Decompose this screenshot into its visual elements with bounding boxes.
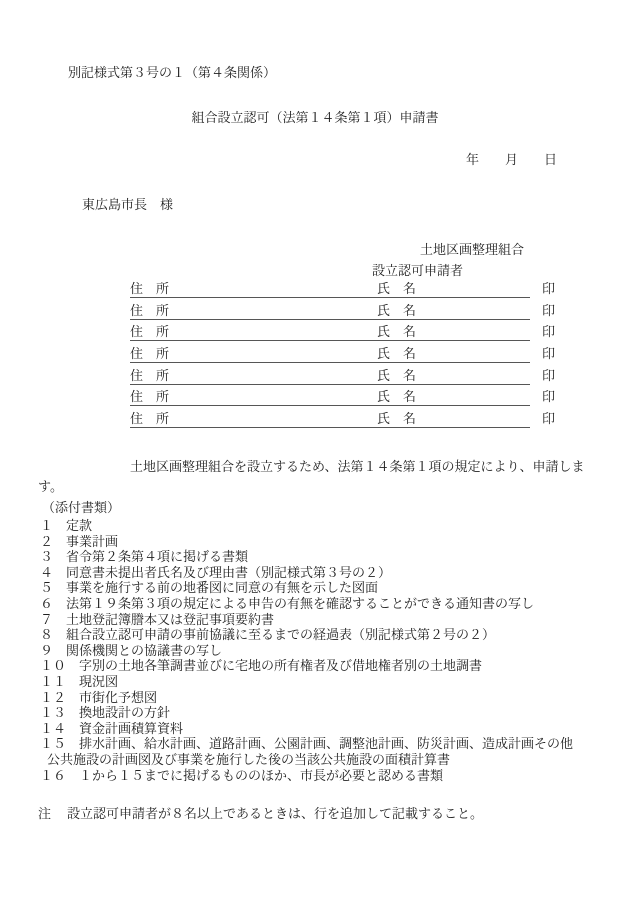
item-text-continuation: 公共施設の計画図及び事業を施行した後の当該公共施設の面積計算書 bbox=[47, 752, 451, 768]
name-label: 氏 名 bbox=[377, 390, 417, 405]
address-label: 住 所 bbox=[130, 369, 170, 384]
date-line: 年 月 日 bbox=[465, 153, 557, 168]
item-number: １ bbox=[40, 519, 54, 534]
footnote bbox=[38, 806, 483, 824]
attachment-item bbox=[40, 613, 600, 629]
attachment-item bbox=[40, 644, 600, 660]
addressee: 東広島市長 様 bbox=[82, 198, 174, 213]
item-number: ７ bbox=[40, 612, 54, 628]
attachment-item bbox=[40, 737, 600, 768]
applicant-signature-row bbox=[130, 301, 570, 319]
item-text: 法第１９条第３項の規定による申告の有無を確認することができる通知書の写し bbox=[66, 596, 535, 612]
item-text: 関係機関との協議書の写し bbox=[66, 643, 223, 659]
item-line bbox=[40, 737, 600, 753]
seal-mark: 印 bbox=[542, 390, 556, 405]
item-number: ３ bbox=[40, 550, 54, 566]
item-text: 換地設計の方針 bbox=[79, 706, 171, 722]
item-text: 字別の土地各筆調書並びに宅地の所有権者及び借地権者別の土地調書 bbox=[79, 659, 483, 675]
attachment-item bbox=[40, 535, 600, 551]
signature-underline bbox=[130, 344, 530, 363]
signature-underline bbox=[130, 322, 530, 341]
seal-mark: 印 bbox=[542, 412, 556, 427]
name-label: 氏 名 bbox=[377, 304, 417, 319]
item-text: １から１５までに掲げるもののほか、市長が必要と認める書類 bbox=[79, 768, 444, 784]
applicant-heading: 設立認可申請者 bbox=[372, 264, 464, 279]
item-text: 同意書未提出者氏名及び理由書（別記様式第３号の２） bbox=[66, 565, 392, 581]
item-number: １５ bbox=[40, 737, 67, 753]
applicant-signature-row bbox=[130, 387, 570, 405]
application-statement-line1: 土地区画整理組合を設立するため、法第１４条第１項の規定により、申請しま bbox=[130, 460, 585, 475]
item-number: １０ bbox=[40, 659, 67, 675]
document-title: 組合設立認可（法第１４条第１項）申請書 bbox=[191, 111, 439, 126]
seal-mark: 印 bbox=[542, 369, 556, 384]
applicant-signature-row bbox=[130, 322, 570, 340]
item-text: 事業を施行する前の地番図に同意の有無を示した図面 bbox=[66, 581, 379, 597]
address-label: 住 所 bbox=[130, 282, 170, 297]
attachments-list bbox=[40, 519, 600, 784]
application-statement-line2: す。 bbox=[38, 480, 63, 495]
applicant-signature-row bbox=[130, 366, 570, 384]
applicant-signature-row bbox=[130, 279, 570, 297]
signature-underline bbox=[130, 387, 530, 406]
attachment-item bbox=[40, 628, 600, 644]
name-label: 氏 名 bbox=[377, 347, 417, 362]
item-text: 組合設立認可申請の事前協議に至るまでの経過表（別記様式第２号の２） bbox=[66, 628, 496, 644]
item-number: ５ bbox=[40, 581, 54, 597]
address-label: 住 所 bbox=[130, 325, 170, 340]
item-text: 現況図 bbox=[79, 674, 119, 690]
item-text: 資金計画積算資料 bbox=[79, 721, 184, 737]
attachment-item bbox=[40, 722, 600, 738]
attachment-item bbox=[40, 691, 600, 707]
name-label: 氏 名 bbox=[377, 369, 417, 384]
address-label: 住 所 bbox=[130, 347, 170, 362]
attachment-item bbox=[40, 566, 600, 582]
seal-mark: 印 bbox=[542, 325, 556, 340]
name-label: 氏 名 bbox=[377, 325, 417, 340]
footnote-label: 注 bbox=[38, 807, 52, 822]
name-label: 氏 名 bbox=[377, 412, 417, 427]
item-text: 土地登記簿謄本又は登記事項要約書 bbox=[66, 612, 275, 628]
attachment-item bbox=[40, 550, 600, 566]
item-text: 市街化予想図 bbox=[79, 690, 158, 706]
item-text: 事業計画 bbox=[66, 534, 119, 550]
item-text: 省令第２条第４項に掲げる書類 bbox=[66, 550, 249, 566]
attachment-item bbox=[40, 659, 600, 675]
attachments-heading: （添付書類） bbox=[42, 501, 121, 516]
form-reference: 別記様式第３号の１（第４条関係） bbox=[68, 66, 277, 81]
attachment-item bbox=[40, 519, 600, 535]
item-number: １２ bbox=[40, 690, 67, 706]
item-number: ２ bbox=[40, 534, 54, 550]
attachment-item bbox=[40, 769, 600, 785]
item-number: ４ bbox=[40, 565, 54, 581]
seal-mark: 印 bbox=[542, 282, 556, 297]
signature-underline bbox=[130, 366, 530, 385]
item-number: １１ bbox=[40, 674, 67, 690]
address-label: 住 所 bbox=[130, 412, 170, 427]
seal-mark: 印 bbox=[542, 347, 556, 362]
item-number: １３ bbox=[40, 706, 67, 722]
applicant-signature-row bbox=[130, 409, 570, 427]
association-name-label: 土地区画整理組合 bbox=[420, 243, 525, 258]
seal-mark: 印 bbox=[542, 304, 556, 319]
signature-underline bbox=[130, 409, 530, 428]
attachment-item bbox=[40, 675, 600, 691]
attachment-item bbox=[40, 581, 600, 597]
item-number: １６ bbox=[40, 768, 67, 784]
item-number: ６ bbox=[40, 596, 54, 612]
signature-underline bbox=[130, 279, 530, 298]
item-text: 排水計画、給水計画、道路計画、公園計画、調整池計画、防災計画、造成計画その他 bbox=[79, 737, 574, 753]
signature-underline bbox=[130, 301, 530, 320]
attachment-item bbox=[40, 597, 600, 613]
address-label: 住 所 bbox=[130, 304, 170, 319]
footnote-text: 設立認可申請者が８名以上であるときは、行を追加して記載すること。 bbox=[67, 807, 484, 822]
item-number: ８ bbox=[40, 628, 54, 644]
attachment-item bbox=[40, 706, 600, 722]
applicant-signature-row bbox=[130, 344, 570, 362]
address-label: 住 所 bbox=[130, 390, 170, 405]
item-number: １４ bbox=[40, 721, 67, 737]
name-label: 氏 名 bbox=[377, 282, 417, 297]
item-text: 定款 bbox=[66, 519, 93, 534]
item-number: ９ bbox=[40, 643, 54, 659]
